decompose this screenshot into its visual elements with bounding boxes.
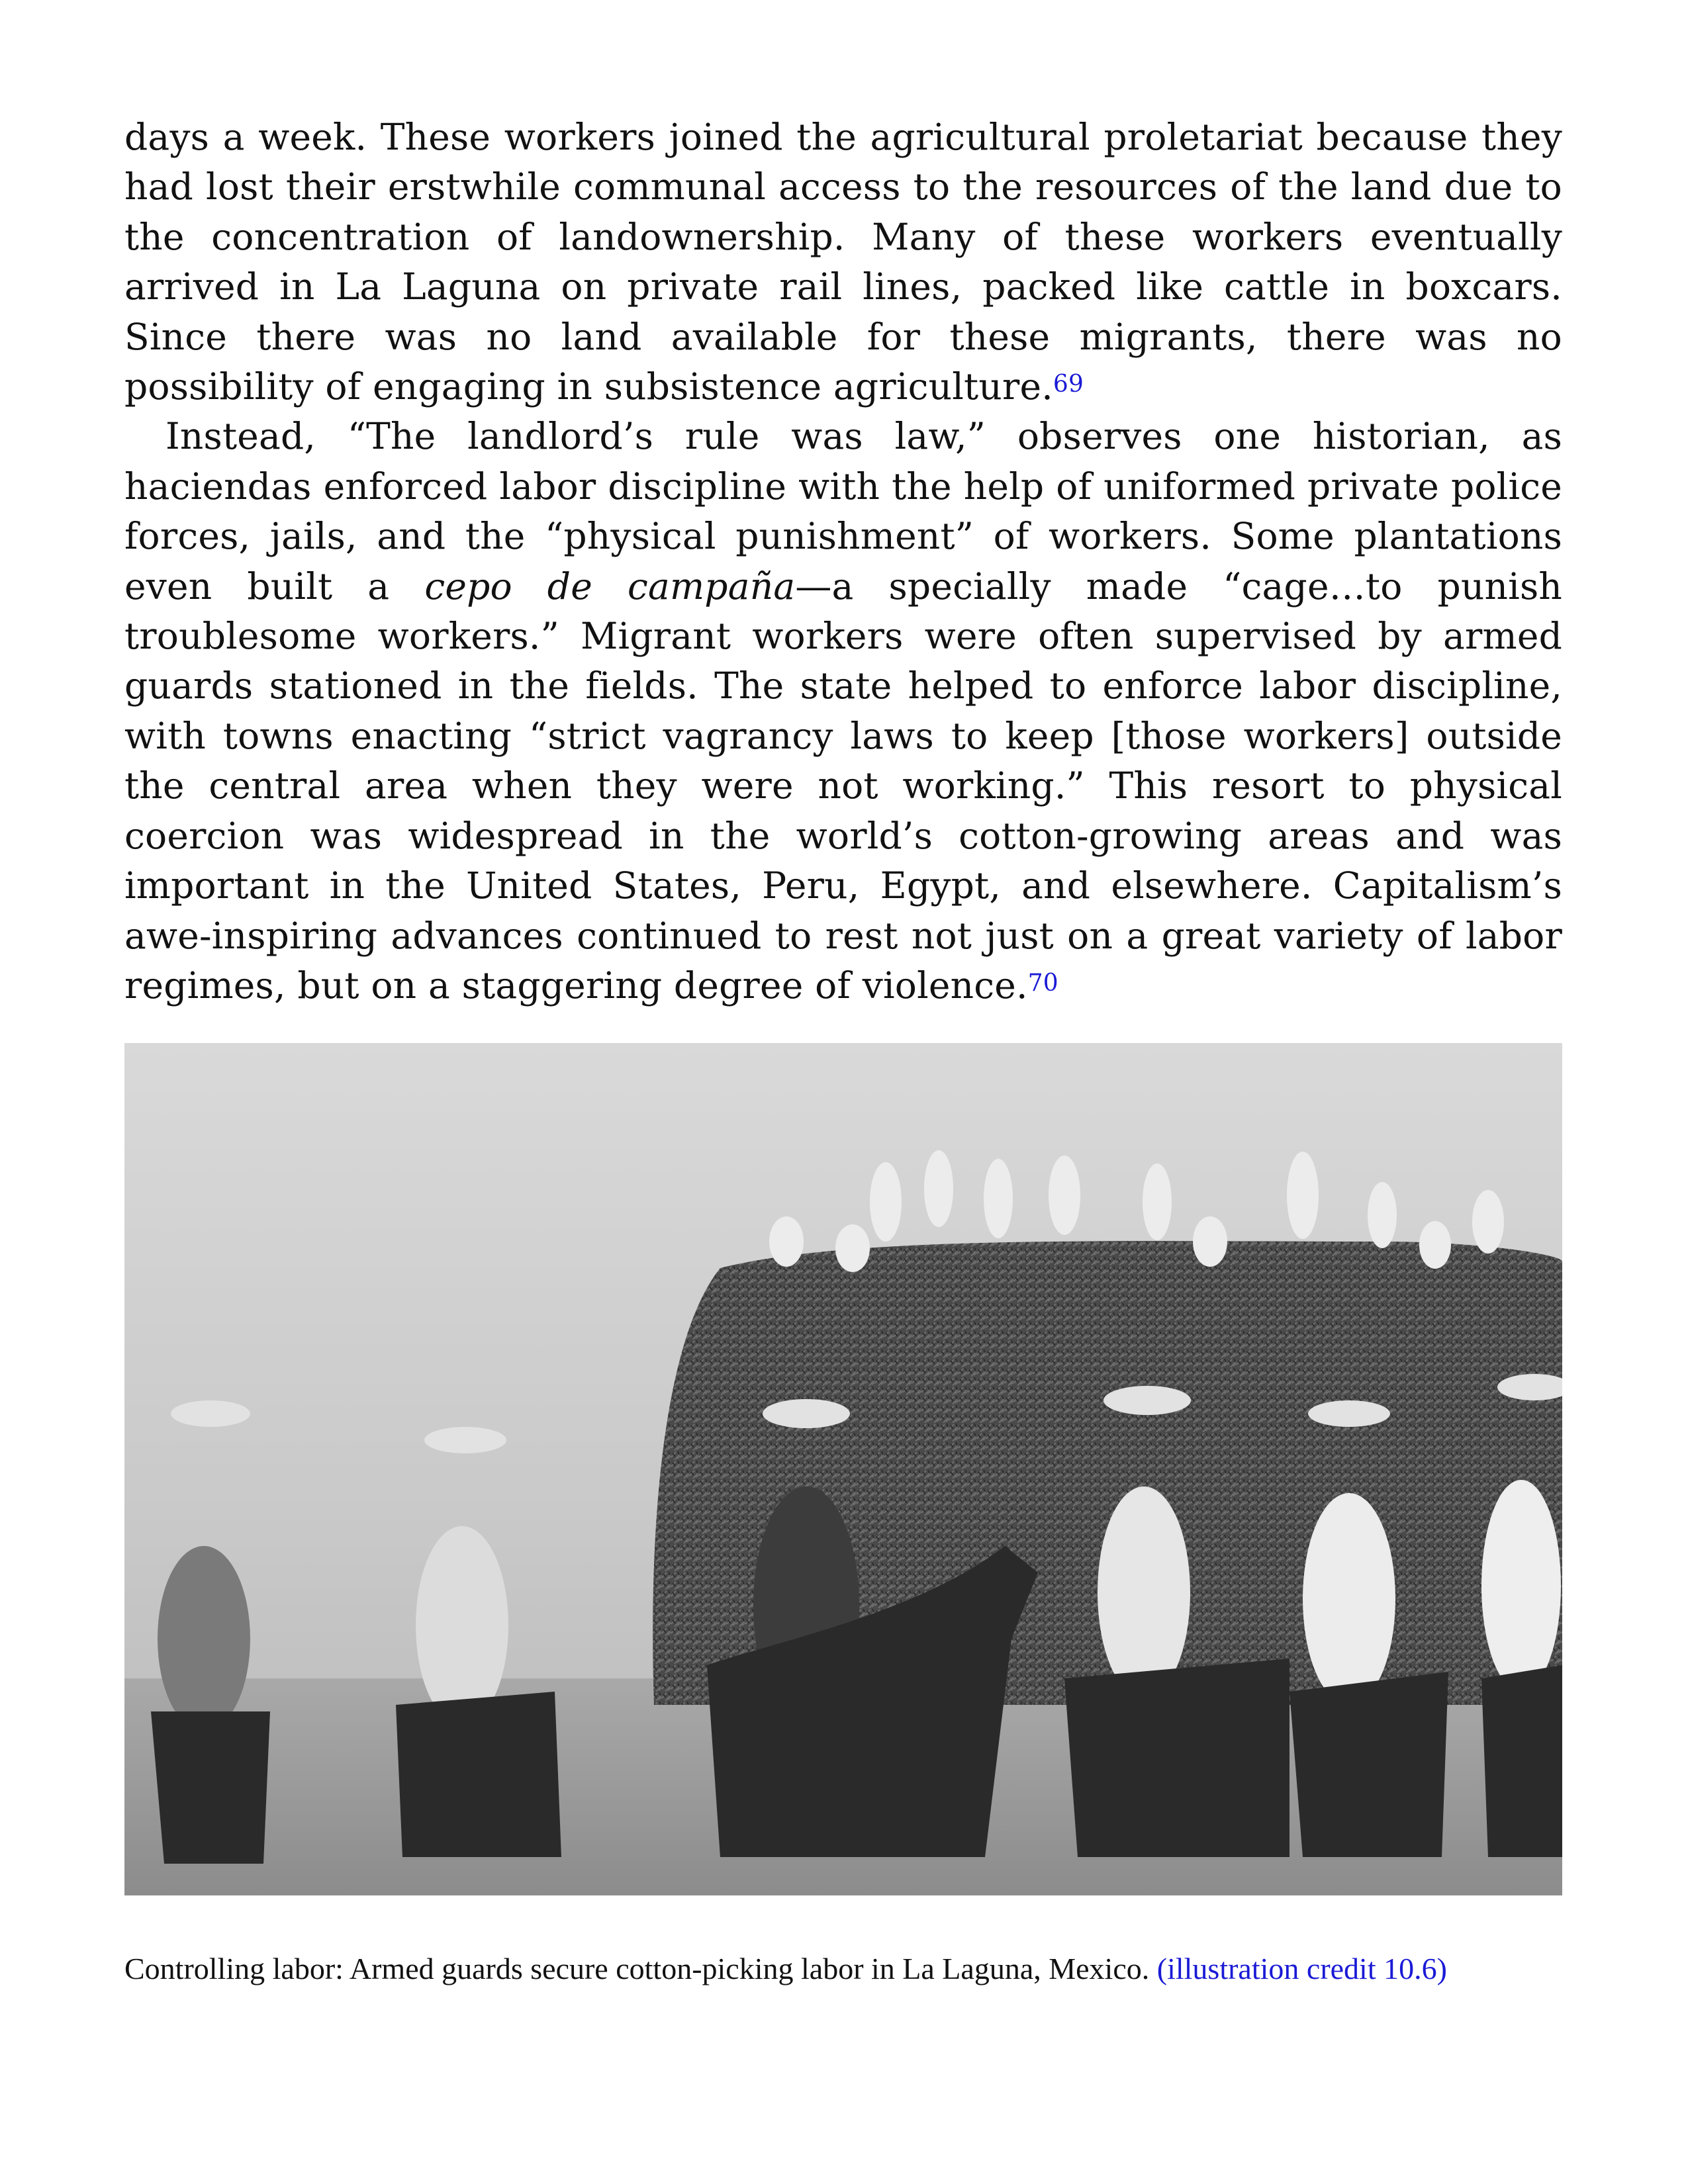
figure-caption (124, 1942, 1562, 1995)
paragraph-2-italic-term: cepo de campaña (424, 565, 796, 608)
paragraph-1-text: days a week. These workers joined the agricultural proletariat because they had lost their erstwhile communal access to the resources of the land due to the concentration of landownership. Many of these workers eventually arrived in La Laguna on private rail lines, packed like cattle in boxcars. Since there was no land available for these migrants, there was no possibility of engaging in subsistence agriculture. (124, 116, 1562, 408)
paragraph-2 (124, 412, 1562, 1011)
illustration-credit-link[interactable]: (illustration credit 10.6) (1156, 1952, 1447, 1985)
body-text (124, 113, 1562, 1011)
paragraph-1 (124, 113, 1562, 412)
paragraph-2-text-b: —a specially made “cage…to punish troublesome workers.” Migrant workers were often supervised by armed guards stationed in the fields. The state helped to enforce labor discipline, with towns enacting “strict vagrancy laws to keep [those workers] outside the central area when they were not working.” This resort to physical coercion was widespread in the world’s cotton-growing areas and was important in the United States, Peru, Egypt, and elsewhere. Capitalism’s awe-inspiring advances continued to rest not just on a great variety of labor regimes, but on a staggering degree of violence. (124, 565, 1563, 1007)
historical-photograph (124, 1043, 1562, 1895)
footnote-link-69[interactable]: 69 (1053, 371, 1084, 398)
paragraph-2-text-a: Instead, “The landlord’s rule was law,” observes one historian, as haciendas enforced labor discipline with the help of uniformed private police forces, jails, and the “physical punishment” of workers. Some plantations even built a (124, 415, 1562, 608)
footnote-link-70[interactable]: 70 (1027, 969, 1058, 997)
caption-text: Controlling labor: Armed guards secure cotton-picking labor in La Laguna, Mexico. (124, 1952, 1157, 1985)
